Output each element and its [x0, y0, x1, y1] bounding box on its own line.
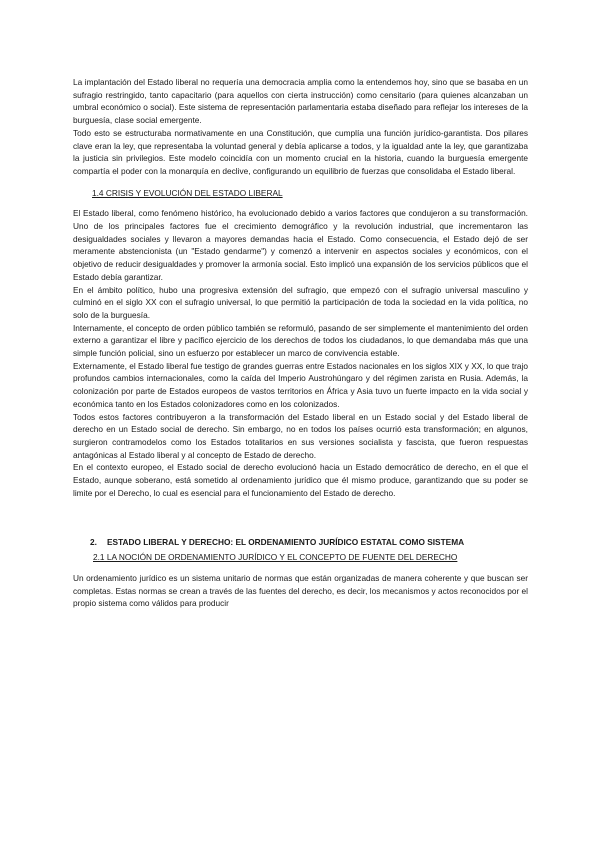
section-number: 2. — [90, 536, 97, 547]
paragraph: En el contexto europeo, el Estado social de derecho evolucionó hacia un Estado democrático de derecho, en el que el Estado, aunque soberano, está sometido al ordenamiento jurídico que él mismo produce, garantizando que su poder se limite por el Derecho, lo cual es esencial para el funcionamiento del Estado de derecho. — [73, 462, 528, 498]
paragraph: Todos estos factores contribuyeron a la transformación del Estado liberal en un Estado social y del Estado liberal de derecho en un Estado social de derecho. Sin embargo, no en todos los países ocurrió esta transformación; en algunos, surgieron contramodelos como los Estados totalitarios en sus versiones socialista y fascista, que fueron respuestas antagónicas al Estado liberal y al concepto de Estado de derecho. — [73, 411, 528, 460]
paragraph: En el ámbito político, hubo una progresiva extensión del sufragio, que empezó con el sufragio universal masculino y culminó en el siglo XX con el sufragio universal, lo que permitió la participación de toda la sociedad en la vida política, no solo de la burguesía. — [73, 284, 528, 320]
section-heading-1-4: 1.4 CRISIS Y EVOLUCIÓN DEL ESTADO LIBERAL — [92, 187, 283, 198]
section-heading-2-1: 2.1 LA NOCIÓN DE ORDENAMIENTO JURÍDICO Y EL CONCEPTO DE FUENTE DEL DERECHO — [93, 552, 458, 563]
section-heading-2 — [73, 536, 528, 549]
section-title: ESTADO LIBERAL Y DERECHO: EL ORDENAMIENTO JURÍDICO ESTATAL COMO SISTEMA — [107, 536, 465, 547]
paragraph: La implantación del Estado liberal no requería una democracia amplia como la entendemos hoy, sino que se basaba en un sufragio restringido, tanto capacitario (para aquellos con cierta instrucción) como censitario (para quienes alcanzaban un umbral económico o social). Este sistema de representación parlamentaria estaba diseñado para reflejar los intereses de la burguesía, clase social emergente. — [73, 77, 528, 126]
paragraph: Internamente, el concepto de orden público también se reformuló, pasando de ser simplemente el mantenimiento del orden externo a garantizar el libre y pacífico ejercicio de los derechos de todos los ciudadanos, lo que demandaba más que una simple función policial, sino un esfuerzo por establecer un marco de convivencia estable. — [73, 322, 528, 359]
paragraph: El Estado liberal, como fenómeno histórico, ha evolucionado debido a varios factores que condujeron a su transformación. Uno de los principales factores fue el crecimiento demográfico y la revolución industrial, que incrementaron las desigualdades sociales y llevaron a mayores demandas hacia el Estado. Como consecuencia, el Estado dejó de ser meramente abstencionista (un "Estado gendarme") y comenzó a intervenir en aspectos sociales y económicos, con el objetivo de reducir desigualdades y promover la armonía social. Esto implicó una expansión de los servicios públicos que el Estado debía garantizar. — [73, 208, 528, 282]
paragraph: Un ordenamiento jurídico es un sistema unitario de normas que están organizadas de manera coherente y que buscan ser completas. Estas normas se crean a través de las fuentes del derecho, es decir, los mecanismos y actos reconocidos por el propio sistema como válidos para producir — [73, 572, 528, 609]
paragraph: Todo esto se estructuraba normativamente en una Constitución, que cumplía una función jurídico-garantista. Dos pilares clave eran la ley, que representaba la voluntad general y debía aplicarse a todos, y la igualdad ante la ley, que garantizaba la justicia sin privilegios. Este modelo coincidía con un momento crucial en la historia, cuando la burguesía emergente compartía el poder con la monarquía en declive, configurando un equilibrio de fuerzas que consolidaba el Estado liberal. — [73, 127, 528, 176]
paragraph: Externamente, el Estado liberal fue testigo de grandes guerras entre Estados nacionales en los siglos XIX y XX, lo que trajo profundos cambios internacionales, como la caída del Imperio Austrohúngaro y del régimen zarista en Rusia. Además, la colonización por parte de Estados europeos de vastos territorios en África y Asia tuvo un fuerte impacto en la vida social y económica tanto en los Estados colonizadores como en los colonizados. — [73, 360, 528, 409]
